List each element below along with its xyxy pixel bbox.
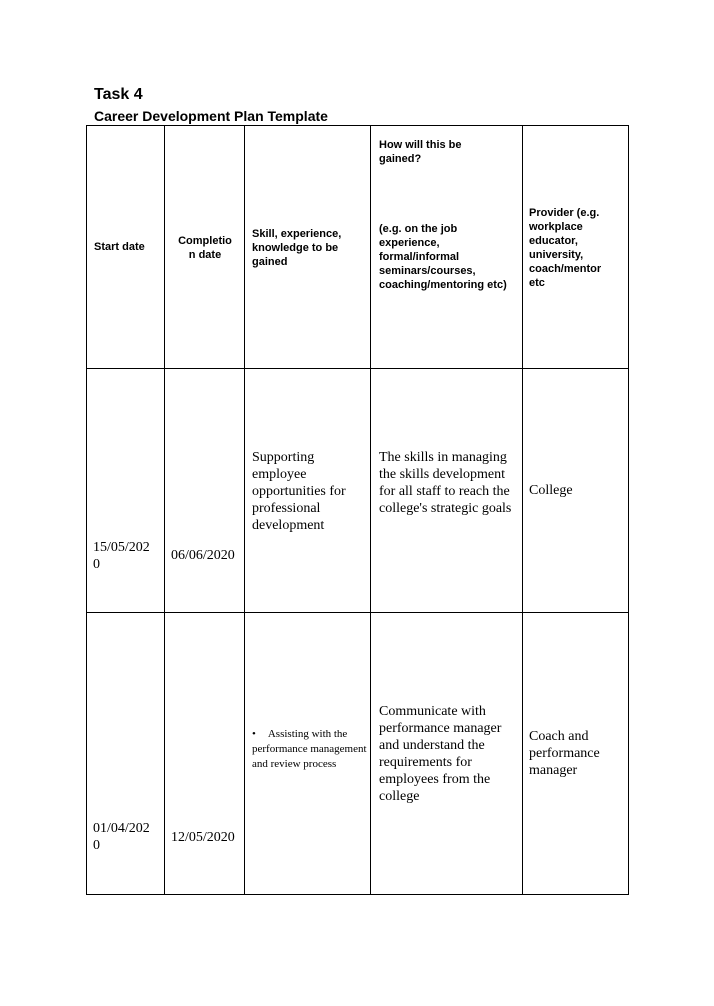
table-row: [87, 369, 629, 613]
header-start-date-cell: [87, 126, 165, 369]
start-date: 01/04/202 0: [93, 821, 150, 853]
header-how-cell: [371, 126, 523, 369]
header-start-date: Start date: [94, 241, 145, 253]
completion-date-cell: [165, 369, 245, 613]
how-text: The skills in managing the skills development for all staff to reach the college's strategic goals: [379, 450, 512, 516]
how-cell: [371, 613, 523, 895]
plan-title: Career Development Plan Template: [94, 108, 328, 124]
header-provider: Provider (e.g. workplace educator, university, coach/mentor etc: [529, 207, 602, 289]
skill-text: • Assisting with the performance management and review process: [252, 728, 367, 770]
career-plan-table: [86, 125, 629, 895]
skill-cell: [245, 369, 371, 613]
header-completion-date-cell: [165, 126, 245, 369]
completion-date: 12/05/2020: [171, 830, 235, 845]
header-completion-date: Completio n date: [178, 235, 232, 261]
header-how-examples: (e.g. on the job experience, formal/informal seminars/courses, coaching/mentoring etc): [379, 223, 507, 291]
table-header-row: [87, 126, 629, 369]
how-text: Communicate with performance manager and understand the requirements for employees from the college: [379, 704, 502, 804]
task-title: Task 4: [94, 86, 143, 103]
provider-cell: [523, 613, 629, 895]
table-row: [87, 613, 629, 895]
start-date-cell: [87, 613, 165, 895]
header-skill-cell: [245, 126, 371, 369]
start-date-cell: [87, 369, 165, 613]
skill-text: Supporting employee opportunities for professional development: [252, 450, 346, 533]
header-how-question: How will this be gained?: [379, 139, 462, 165]
completion-date-cell: [165, 613, 245, 895]
start-date: 15/05/202 0: [93, 540, 150, 572]
how-cell: [371, 369, 523, 613]
header-skill: Skill, experience, knowledge to be gained: [252, 228, 342, 268]
provider-text: Coach and performance manager: [529, 729, 600, 778]
provider-cell: [523, 369, 629, 613]
completion-date: 06/06/2020: [171, 548, 235, 563]
bullet-icon: •: [252, 728, 256, 740]
header-provider-cell: [523, 126, 629, 369]
skill-cell: [245, 613, 371, 895]
provider-text: College: [529, 483, 573, 498]
